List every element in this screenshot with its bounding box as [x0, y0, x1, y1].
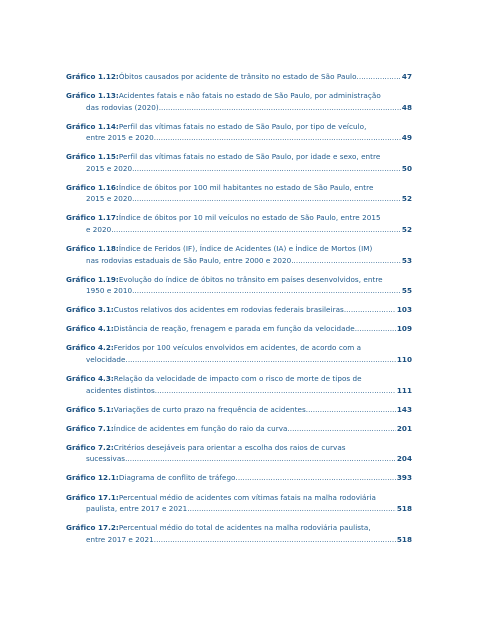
toc-entry-title: Critérios desejáveis para orientar a escolha dos raios de curvas	[113, 442, 346, 452]
toc-entry[interactable]	[66, 373, 412, 396]
toc-entry-title: Evolução do índice de óbitos no trânsito em países desenvolvidos, entre	[118, 274, 383, 284]
toc-entry-label: Gráfico 1.14:	[66, 121, 119, 131]
toc-page-number: 111	[396, 385, 412, 395]
toc-entry[interactable]	[66, 90, 412, 113]
toc-entry-title: Acidentes fatais e não fatais no estado de São Paulo, por administração	[118, 91, 381, 101]
toc-entry-title: Percentual médio de acidentes com vítimas fatais na malha rodoviária	[118, 492, 377, 502]
toc-entry-title: Variações de curto prazo na frequência de acidentes	[113, 404, 306, 414]
toc-entry-title: 2015 e 2020	[86, 163, 133, 173]
toc-dot-leader	[155, 385, 396, 397]
toc-entry-line	[66, 224, 412, 236]
toc-entry-title: acidentes distintos	[86, 385, 155, 395]
toc-page-number: 143	[396, 404, 412, 414]
toc-entry-title: Relação da velocidade de impacto com o risco de morte de tipos de	[113, 374, 362, 384]
toc-entry[interactable]	[66, 121, 412, 144]
toc-dot-leader	[125, 453, 396, 465]
toc-page-number: 204	[396, 454, 412, 464]
toc-entry-title: Índice de Feridos (IF), Índice de Acidentes (IA) e Índice de Mortos (IM)	[118, 244, 373, 254]
toc-entry-line	[66, 163, 412, 175]
toc-entry-label: Gráfico 1.16:	[66, 182, 119, 192]
toc-entry[interactable]	[66, 342, 412, 365]
toc-entry-title: e 2020	[86, 224, 112, 234]
toc-entry-line	[66, 404, 412, 416]
toc-entry[interactable]	[66, 212, 412, 235]
toc-entry-line	[66, 182, 412, 194]
toc-page-number: 518	[396, 534, 412, 544]
toc-entry-line	[66, 522, 412, 534]
toc-dot-leader	[125, 354, 395, 366]
toc-page-number: 110	[396, 354, 412, 364]
toc-page-number: 52	[401, 194, 412, 204]
toc-dot-leader	[291, 255, 401, 267]
toc-page-number: 103	[396, 305, 412, 315]
toc-entry-line	[66, 90, 412, 102]
toc-entry-line	[66, 342, 412, 354]
toc-entry-title: sucessivas	[86, 454, 126, 464]
toc-entry-title: das rodovias (2020)	[86, 102, 159, 112]
toc-entry-title: Distância de reação, frenagem e parada em função da velocidade	[113, 324, 355, 334]
toc-dot-leader	[132, 285, 401, 297]
toc-page-number: 53	[401, 255, 412, 265]
toc-page-number: 55	[401, 286, 412, 296]
toc-entry[interactable]	[66, 182, 412, 205]
toc-entry-title: Perfil das vítimas fatais no estado de São Paulo, por idade e sexo, entre	[118, 152, 381, 162]
toc-entry-line	[66, 503, 412, 515]
toc-entry[interactable]	[66, 423, 412, 435]
toc-entry-line	[66, 304, 412, 316]
toc-entry-line	[66, 354, 412, 366]
toc-entry-title: Feridos por 100 veículos envolvidos em acidentes, de acordo com a	[113, 343, 362, 353]
toc-entry-label: Gráfico 4.1:	[66, 324, 114, 334]
toc-entry-label: Gráfico 1.18:	[66, 244, 119, 254]
toc-entry-title: nas rodovias estaduais de São Paulo, entre 2000 e 2020	[86, 255, 292, 265]
toc-page-number: 52	[401, 224, 412, 234]
toc-entry-line	[66, 423, 412, 435]
toc-entry-title: entre 2015 e 2020	[86, 133, 154, 143]
toc-entry-line	[66, 102, 412, 114]
toc-dot-leader	[344, 304, 396, 316]
toc-entry-label: Gráfico 1.13:	[66, 91, 119, 101]
toc-entry[interactable]	[66, 442, 412, 465]
toc-entry-line	[66, 212, 412, 224]
toc-entry-label: Gráfico 1.12:	[66, 72, 119, 81]
toc-entry-label: Gráfico 12.1:	[66, 473, 119, 483]
toc-entry-label: Gráfico 7.2:	[66, 442, 114, 452]
toc-entry-title: Percentual médio do total de acidentes na malha rodoviária paulista,	[118, 523, 371, 533]
toc-entry-label: Gráfico 17.1:	[66, 492, 119, 502]
toc-entry-title: 2015 e 2020	[86, 194, 133, 204]
toc-entry-label: Gráfico 3.1:	[66, 305, 114, 315]
toc-entry-label: Gráfico 7.1:	[66, 423, 114, 433]
toc-entry-label: Gráfico 4.3:	[66, 374, 114, 384]
toc-entry[interactable]	[66, 274, 412, 297]
toc-entry[interactable]	[66, 492, 412, 515]
toc-entry[interactable]	[66, 323, 412, 335]
toc-entry[interactable]	[66, 404, 412, 416]
toc-page-number: 109	[396, 324, 412, 334]
toc-entry[interactable]	[66, 304, 412, 316]
toc-entry-label: Gráfico 1.15:	[66, 152, 119, 162]
toc-entry[interactable]	[66, 522, 412, 545]
toc-entry-label: Gráfico 4.2:	[66, 343, 114, 353]
toc-entry-title: Custos relativos dos acidentes em rodovias federais brasileiras	[113, 305, 344, 315]
toc-entry-label: Gráfico 17.2:	[66, 523, 119, 533]
toc-page-number: 50	[401, 163, 412, 173]
toc-entry-line	[66, 534, 412, 546]
toc-entry-line	[66, 71, 412, 83]
toc-entry-title: Óbitos causados por acidente de trânsito no estado de São Paulo	[118, 72, 357, 81]
toc-entry-line	[66, 472, 412, 484]
toc-entry-label: Gráfico 1.17:	[66, 213, 119, 223]
toc-entry-title: Índice de acidentes em função do raio da curva	[113, 423, 288, 433]
toc-entry-title: Diagrama de conflito de tráfego	[118, 473, 236, 483]
toc-entry-title: paulista, entre 2017 e 2021	[86, 504, 188, 513]
toc-dot-leader	[306, 404, 396, 416]
toc-entry-title: 1950 e 2010	[86, 286, 133, 296]
toc-dot-leader	[357, 71, 401, 83]
toc-dot-leader	[154, 132, 401, 144]
toc-entry-line	[66, 453, 412, 465]
toc-entry-line	[66, 193, 412, 205]
toc-entry[interactable]	[66, 243, 412, 266]
toc-entry-label: Gráfico 1.19:	[66, 274, 119, 284]
toc-entry[interactable]	[66, 472, 412, 484]
toc-page-number: 518	[396, 504, 412, 513]
toc-page-number: 201	[396, 423, 412, 433]
list-of-charts	[66, 71, 412, 553]
toc-entry-title: velocidade	[86, 354, 126, 364]
toc-entry-line	[66, 285, 412, 297]
toc-entry[interactable]	[66, 151, 412, 174]
toc-entry-title: entre 2017 e 2021	[86, 534, 154, 544]
toc-dot-leader	[287, 423, 395, 435]
toc-dot-leader	[236, 472, 396, 484]
toc-entry-line	[66, 385, 412, 397]
toc-entry-line	[66, 255, 412, 267]
toc-entry-line	[66, 492, 412, 504]
toc-entry-title: Índice de óbitos por 100 mil habitantes no estado de São Paulo, entre	[118, 182, 374, 192]
toc-page-number: 393	[396, 473, 412, 483]
toc-entry-line	[66, 121, 412, 133]
toc-page-number: 47	[401, 72, 412, 81]
toc-entry-label: Gráfico 5.1:	[66, 404, 114, 414]
toc-entry-title: Índice de óbitos por 10 mil veículos no estado de São Paulo, entre 2015	[118, 213, 381, 223]
toc-entry[interactable]	[66, 71, 412, 83]
toc-entry-line	[66, 151, 412, 163]
toc-dot-leader	[187, 503, 396, 515]
toc-entry-line	[66, 442, 412, 454]
toc-entry-line	[66, 243, 412, 255]
toc-entry-title: Perfil das vítimas fatais no estado de São Paulo, por tipo de veículo,	[118, 121, 367, 131]
toc-dot-leader	[355, 323, 396, 335]
toc-dot-leader	[159, 102, 401, 114]
toc-page-number: 49	[401, 133, 412, 143]
toc-entry-line	[66, 373, 412, 385]
toc-dot-leader	[132, 163, 401, 175]
toc-dot-leader	[111, 224, 401, 236]
toc-dot-leader	[154, 534, 396, 546]
toc-page-number: 48	[401, 102, 412, 112]
toc-entry-line	[66, 132, 412, 144]
toc-entry-line	[66, 274, 412, 286]
toc-dot-leader	[132, 193, 401, 205]
toc-entry-line	[66, 323, 412, 335]
